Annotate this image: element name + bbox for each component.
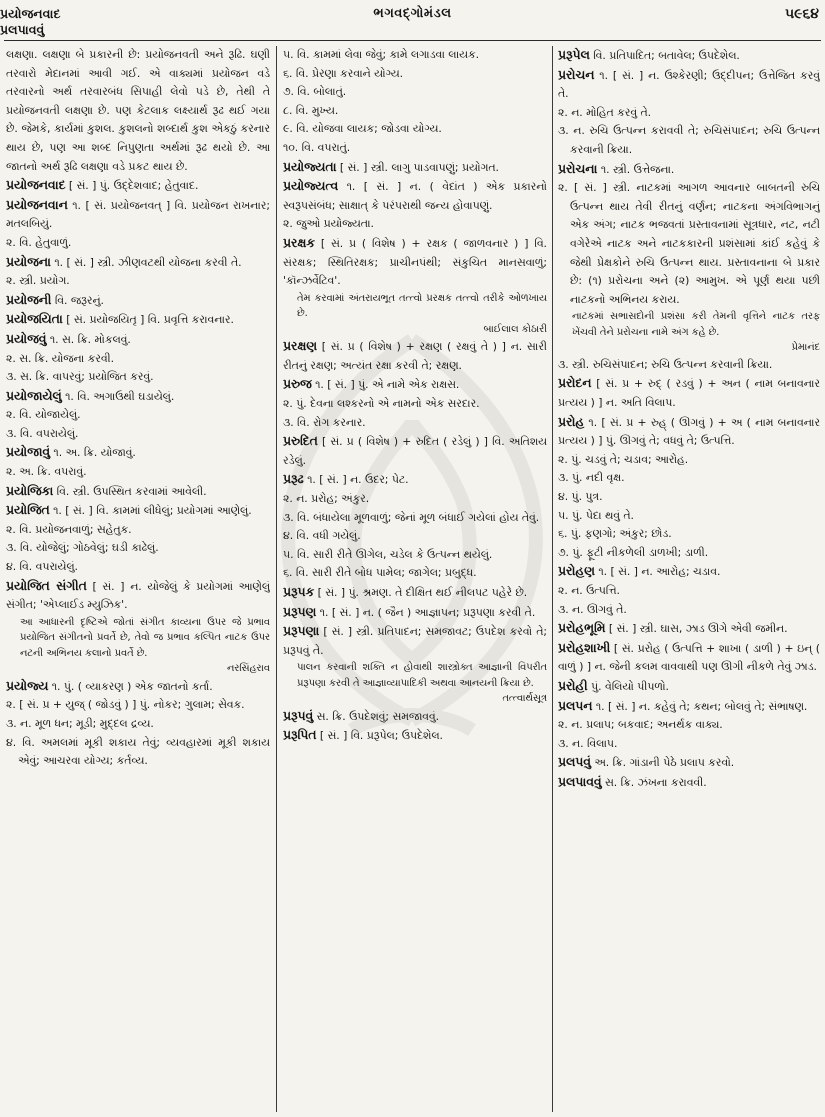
dictionary-entry: [558, 677, 820, 697]
continued-text: લક્ષણા. લક્ષણા બે પ્રકારની છે: પ્રયોજનવતી અને રૂઢિ. ઘણી તરવારો મેદાનમાં આવી ગઈ. એ વાક્યમાં પ્રયોજન વડે તરવારનો અર્થ તરવારબંધ સિપાહી લેવો પડે છે, તેથી તે પ્રયોજનવતી લક્ષણા છે. પણ કેટલાક લક્ષ્યાર્થ રૂઢ થઈ ગયા છે. જેમકે, કાર્યમાં કુશલ. કુશલનો શબ્દાર્થ કુશ એકઠું કરનાર થાય છે, પણ આ શબ્દ નિપુણતા અર્થમાં રૂઢ થયો છે. આ જાતનો અર્થ રૂઢિ લક્ષણા વડે પ્રકટ થાય છે.: [6, 48, 270, 173]
dictionary-entry: [558, 639, 820, 677]
entry-definition: ૧. [ સં. પ્ર + રુહ્ ( ઊગવું ) + અ ( નામ બનાવનાર પ્રત્યય ) ] પું. ઊગવું તે; વધવું તે; ઉત્પત્તિ.: [558, 415, 820, 448]
entry-definition: [ સં. પ્રરોહ ( ઉત્પત્તિ + શાખા ( ડાળી ) + ઇન્ ( વાળું ) ] ન. જેની કલમ વાવવાથી પણ ઊગી નીકળે તેવું ઝાડ.: [558, 641, 820, 674]
entry-definition: ૧. [ સં. ] ન. ( જૈન ) આજ્ઞાપન; પ્રરૂપણા કરવી તે.: [316, 605, 536, 619]
entry-headword: પ્રરુજ: [283, 377, 312, 392]
definition-sense: ૩. વિ. યોજેલું; ગોઠવેલું; ઘડી કાઢેલું.: [6, 541, 159, 555]
definition-sense: ૬. વિ. પ્રેરણા કરવાને યોગ્ય.: [283, 66, 404, 80]
dictionary-entry: [558, 413, 820, 451]
definition-sense: ૨. વિ. પ્રયોજનવાળું; સહેતુક.: [6, 522, 132, 536]
guide-word-last: પ્રલપાવવું: [0, 22, 45, 37]
entry-headword: પ્રલપાવવું: [558, 774, 602, 789]
definition-sense: ૩. ન. વિલાપ.: [558, 736, 618, 750]
column-3: [558, 46, 820, 1112]
definition-sense: ૨. પું. ચડવું તે; ચડાવ; આરોહ.: [558, 452, 689, 466]
definition-sense: ૫. વિ. કામમાં લેવા જેવું; કામે લગાડવા લાયક.: [283, 48, 480, 61]
entry-headword: પ્રરૂપણા: [283, 624, 320, 639]
entry-headword: પ્રરોહભૂમિ: [558, 621, 606, 636]
dictionary-entry: [558, 374, 820, 412]
entry-definition: [ સં. પ્રયોજયિતૃ ] વિ. પ્રવૃત્તિ કરાવનાર.: [62, 313, 234, 327]
dictionary-entry: [6, 196, 270, 234]
definition-sense: ૨. ન. પ્રરોહ; અંકુર.: [283, 491, 370, 505]
dictionary-entry: [6, 577, 270, 615]
dictionary-entry: [6, 443, 270, 463]
definition-sense: ૨. સ. ક્રિ. યોજના કરવી.: [6, 351, 115, 365]
entry-headword: પ્રરક્ષણ: [283, 339, 317, 354]
dictionary-entry: [558, 562, 820, 582]
entry-headword: પ્રરૂપિત: [283, 728, 317, 743]
quote-text: તેમ કરવામાં અંતરાયભૂત તત્ત્વો પ્રરક્ષક તત્ત્વો તરીકે ઓળખાય છે.: [297, 292, 547, 320]
quote-source: નરસિંહરાવ: [226, 663, 270, 675]
entry-headword: પ્રયોજનવાદ: [6, 178, 66, 193]
entry-headword: પ્રરૂપક: [283, 584, 315, 599]
entry-definition: [ સં. પ્ર ( વિશેષ ) + રુદિત ( રડેલું ) ] વિ. અતિશય રડેલું.: [283, 435, 547, 467]
entry-definition: ૧. [ સં. ] ન. ઉશ્કેરણી; ઉદ્દીપન; ઉત્તેજિત કરવું તે.: [558, 68, 820, 101]
definition-sense: ૪. પું. પુત્ર.: [558, 489, 603, 503]
entry-definition: ૧. [ સં. ] સ્ત્રી. ઝીણવટથી યોજના કરવી તે.: [50, 255, 242, 269]
entry-headword: પ્રરૂપણ: [283, 604, 317, 619]
entry-definition: ૧. અ. ક્રિ. યોજાવું.: [50, 446, 136, 460]
entry-headword: પ્રરોચન: [558, 67, 595, 82]
entry-definition: ૧. [ સં. ] ન. ઉદર; પેટ.: [303, 473, 409, 487]
entry-definition: સ. ક્રિ. ઝંખના કરાવવી.: [601, 775, 707, 789]
entry-headword: પ્રરોહશાખી: [558, 640, 611, 655]
dictionary-entry: [558, 697, 820, 717]
entry-definition: વિ. પ્રતિપાદિત; બતાવેલ; ઉપદેશેલ.: [589, 49, 740, 62]
dictionary-entry: [283, 337, 547, 375]
dictionary-entry: [283, 583, 547, 603]
quote-source: પ્રેમાનંદ: [791, 342, 820, 354]
entry-headword: પ્રયોજનવાન: [6, 197, 68, 212]
dictionary-entry: [283, 375, 547, 395]
dictionary-entry: [6, 387, 270, 407]
entry-definition: ૧. [ સં. ] ન. આરોહ; ચડાવ.: [594, 565, 721, 579]
entry-definition: ૧. [ સં. ] પું. એ નામે એક રાક્ષસ.: [311, 378, 460, 392]
dictionary-entry: [283, 622, 547, 660]
entry-definition: [ સં. ] ન. યોજેલું કે પ્રયોગમાં આણેલું સંગીત; 'એપ્લાઈડ મ્યુઝિક'.: [6, 579, 270, 612]
definition-sense: ૩. પું. નદી વૃક્ષ.: [558, 471, 625, 485]
dictionary-title: ભગવદ્ગોમંડલ: [373, 6, 452, 21]
entry-headword: પ્રલપવું: [558, 755, 591, 770]
definition-sense: ૨. ન. પ્રલાપ; બકવાદ; અનર્થક વાક્ય.: [558, 718, 723, 732]
dictionary-entry: [6, 482, 270, 502]
entry-definition: અ. ક્રિ. ગાંડાની પેઠે પ્રલાપ કરવો.: [590, 756, 735, 770]
definition-sense: ૨. વિ. હેતુવાળું.: [6, 235, 72, 249]
entry-headword: પ્રયોજની: [6, 292, 52, 307]
entry-definition: [ સં. ] વિ. પ્રરૂપેલ; ઉપદેશેલ.: [316, 729, 443, 743]
definition-sense: ૨. [ સં. ] સ્ત્રી. નાટકમાં આગળ આવનાર બાબતની રુચિ ઉત્પન્ન થાય તેવી રીતનું વર્ણન; નાટકના અંગવિભાગનું એક અંગ; નાટક ભજવતાં પ્રસ્તાવનામાં સૂત્રધાર, નટ, નટી વગેરેએ નાટક અને નાટકકારની પ્રશંસામાં કાંઈ કહેવું કે જેથી પ્રેક્ષકોને રુચિ ઉત્પન્ન થાય. પ્રસ્તાવનાના બે પ્રકાર છે: (૧) પ્રરોચના અને (૨) આમુખ. એ પૂર્ણ થયા પછી નાટકનો અભિનય કરાય.: [558, 181, 820, 306]
dictionary-entry: [558, 753, 820, 773]
entry-headword: પ્રરોચના: [558, 161, 598, 176]
dictionary-entry: [283, 234, 547, 291]
dictionary-entry: [6, 677, 270, 697]
dictionary-entry: [6, 310, 270, 330]
entry-definition: ૧. [ સં. પ્રયોજનવત્ ] વિ. પ્રયોજન રાખનાર; મતલબિયું.: [6, 198, 270, 231]
citation-quote: [283, 291, 547, 338]
entry-definition: ૧. [ સં. ] વિ. કામમાં લીધેલું; પ્રયોગમાં આણેલું.: [49, 504, 252, 518]
definition-sense: ૩. વિ. રોગ કરનાર.: [283, 415, 366, 429]
page-number: ૫૯૬૪: [784, 6, 819, 22]
guide-word-first: પ્રયોજનવાદ: [0, 6, 61, 21]
entry-headword: પ્રયોજાયેલું: [6, 388, 62, 403]
definition-sense: ૫. પું. પેદા થવું તે.: [558, 508, 634, 522]
entry-headword: પ્રયોજ્યતા: [283, 159, 337, 174]
definition-sense: ૧૦. વિ. વપરાતું.: [283, 140, 351, 154]
entry-headword: પ્રલપન: [558, 698, 593, 713]
dictionary-entry: [283, 432, 547, 470]
dictionary-entry: [283, 726, 547, 746]
entry-definition: ૧. વિ. અગાઉથી ઘડાયેલું.: [61, 389, 175, 403]
definition-sense: ૮. વિ. મુખ્ય.: [283, 103, 339, 117]
definition-sense: ૪. વિ. અમલમાં મૂકી શકાય તેવું; વ્યવહારમાં મૂકી શકાય એવું; આચરવા યોગ્ય; કર્તવ્ય.: [6, 735, 270, 768]
definition-sense: ૩. ન. રુચિ ઉત્પન્ન કરાવવી તે; રુચિસંપાદન; રુચિ ઉત્પન્ન કરવાની ક્રિયા.: [558, 124, 820, 156]
definition-sense: ૨. જુઓ પ્રયોજ્યતા.: [283, 217, 374, 231]
definition-sense: ૩. ન. ઊગવું તે.: [558, 602, 627, 616]
entry-definition: વિ. જરૂરનું.: [51, 293, 104, 307]
column-1: [6, 46, 270, 1112]
definition-sense: ૯. વિ. યોજવા લાયક; જોડવા યોગ્ય.: [283, 122, 442, 136]
citation-quote: [558, 309, 820, 356]
entry-headword: પ્રરોહ: [558, 414, 585, 429]
dictionary-entry: [6, 291, 270, 311]
entry-headword: પ્રયોજયિતા: [6, 312, 63, 327]
entry-headword: પ્રયોજ્યત્વ: [283, 179, 339, 194]
dictionary-entry: [558, 160, 820, 180]
entry-definition: ૧. સ. ક્રિ. મોકલવું.: [46, 332, 131, 346]
entry-headword: પ્રરોહણ: [558, 564, 595, 579]
entry-headword: પ્રયોજિત: [6, 503, 50, 518]
entry-definition: [ સં. ] સ્ત્રી. પ્રતિપાદન; સમજાવટ; ઉપદેશ કરવો તે; પ્રરૂપવું તે.: [283, 625, 547, 657]
entry-definition: [ સં. પ્ર ( વિશેષ ) + રક્ષક ( જાળવનાર ) ] વિ. સંરક્ષક; સ્થિતિરક્ષક; પ્રાચીનપંથી; સંકુચિત માનસવાળું; 'કૉન્ઝર્વેટિવ'.: [283, 236, 547, 288]
entry-headword: પ્રયોજ્ય: [6, 678, 49, 693]
definition-sense: ૨. વિ. યોજાયેલું.: [6, 408, 81, 422]
definition-sense: ૩. સ. ક્રિ. વાપરવું; પ્રયોજિત કરવું.: [6, 370, 154, 384]
entry-definition: [ સં. પ્ર ( વિશેષ ) + રક્ષણ ( રક્ષવું તે ) ] ન. સારી રીતનું રક્ષણ; અત્યંત રક્ષા કરવી તે; રક્ષણ.: [283, 340, 547, 372]
entry-definition: વિ. સ્ત્રી. ઉપસ્થિત કરવામાં આવેલી.: [53, 484, 207, 498]
definition-sense: ૭. પું. ફૂટી નીકળેલી ડાળખી; ડાળી.: [558, 545, 709, 559]
definition-sense: ૩. ન. મૂળ ધન; મૂડી; મુદ્દલ દ્રવ્ય.: [6, 717, 154, 730]
definition-sense: ૨. ન. મોહિત કરવું તે.: [558, 105, 652, 119]
dictionary-entry: [283, 177, 547, 215]
column-2: [283, 46, 547, 1112]
definition-sense: ૨. અ. ક્રિ. વપરાવું.: [6, 465, 87, 479]
dictionary-entry: [6, 253, 270, 273]
entry-definition: ૧. પું. ( વ્યાકરણ ) એક જાતનો કર્તા.: [48, 679, 213, 693]
column-divider: [276, 46, 277, 1112]
entry-definition: [ સં. ] પું. શ્રમણ. તે દીક્ષિત થઈ નીલપટ પહેરે છે.: [314, 585, 528, 599]
definition-sense: ૩. વિ. વપરાયેલું.: [6, 426, 79, 440]
definition-sense: ૨. [ સં. પ્ર + યુજ્ ( જોડવું ) ] પું. નોકર; ગુલામ; સેવક.: [6, 698, 245, 712]
quote-text: આ આધારની દૃષ્ટિએ જોતાં સંગીત કાવ્યના ઉપર જે પ્રભાવ પ્રયોજિત સંગીતનો પ્રવર્તે છે, તેવો જ પ્રભાવ કલ્પિત નાટક ઉપર નટની અભિનય કલાનો પ્રવર્તે છે.: [20, 616, 270, 659]
citation-quote: [6, 615, 270, 677]
entry-headword: પ્રયોજિકા: [6, 483, 54, 498]
definition-sense: ૫. વિ. સારી રીતે ઊગેલ, ચડેલ કે ઉત્પન્ન થયેલું.: [283, 547, 493, 561]
quote-source: તત્ત્વાર્થસૂત્ર: [502, 693, 547, 705]
dictionary-entry: [283, 158, 547, 178]
entry-headword: પ્રરોદન: [558, 376, 592, 391]
entry-definition: ૧. સ્ત્રી. ઉત્તેજના.: [597, 162, 675, 176]
entry-headword: પ્રરૂપવું: [283, 708, 314, 723]
dictionary-entry: [558, 66, 820, 104]
entry-headword: પ્રરોહી: [558, 678, 588, 693]
dictionary-entry: [558, 773, 820, 793]
entry-headword: પ્રયોજિત સંગીત: [6, 578, 87, 593]
entry-headword: પ્રરૂપેલ: [558, 48, 590, 62]
entry-definition: ૧. [ સં. ] ન. કહેવું તે; કથન; બોલવું તે; સંભાષણ.: [592, 699, 808, 713]
quote-source: બાઈલાલ કોઠારી: [483, 323, 547, 335]
entry-definition: [ સં. પ્ર + રુદ્ ( રડવું ) + અન ( નામ બનાવનાર પ્રત્યય ) ] ન. અતિ વિલાપ.: [558, 377, 820, 409]
definition-sense: ૩. સ્ત્રી. રુચિસંપાદન; રુચિ ઉત્પન્ન કરવાની ક્રિયા.: [558, 357, 773, 371]
definition-sense: ૩. વિ. બંધાયેલા મૂળવાળું; જેનાં મૂળ બંધાઈ ગયેલાં હોય તેવું.: [283, 510, 540, 524]
definition-sense: ૬. પું. ફણગો; અંકુર; છોડ.: [558, 527, 672, 541]
entry-headword: પ્રરક્ષક: [283, 235, 315, 250]
entry-headword: પ્રયોજવું: [6, 331, 47, 346]
quote-text: પાલન કરવાની શક્તિ ન હોવાથી શાસ્ત્રોક્ત આજ્ઞાની વિપરીત પ્રરૂપણા કરવી તે આજ્ઞાવ્યાપાદિકી અથવા આનયની ક્રિયા છે.: [297, 662, 547, 689]
dictionary-entry: [283, 603, 547, 623]
definition-sense: ૬. વિ. સારી રીતે બોધ પામેલ; જાગેલ; પ્રબુદ્ધ.: [283, 566, 477, 580]
column-divider: [552, 46, 553, 1112]
definition-sense: ૭. વિ. બોલાતું.: [283, 85, 347, 99]
entry-definition: પું. વેલિયો પીપળો.: [587, 679, 669, 693]
dictionary-entry: [6, 176, 270, 196]
definition-sense: ૨. ન. ઉત્પત્તિ.: [558, 583, 620, 597]
dictionary-entry: [6, 330, 270, 350]
entry-headword: પ્રયોજના: [6, 254, 51, 269]
entry-headword: પ્રયોજાવું: [6, 445, 50, 460]
entry-headword: પ્રરૂઢ: [283, 472, 304, 487]
entry-definition: સ. ક્રિ. ઉપદેશવું; સમજાવવું.: [313, 709, 440, 723]
entry-headword: પ્રરુદિત: [283, 434, 318, 449]
citation-quote: [283, 660, 547, 707]
dictionary-entry: [558, 46, 820, 66]
dictionary-entry: [6, 501, 270, 521]
definition-sense: ૨. પું. દેવના લશ્કરનો એ નામનો એક સરદાર.: [283, 397, 480, 410]
entry-definition: [ સં. ] સ્ત્રી. લાગુ પાડવાપણું; પ્રયોગત.: [336, 160, 499, 174]
header-rule: [4, 40, 821, 41]
definition-sense: ૪. વિ. વપરાયેલું.: [6, 560, 78, 574]
entry-definition: [ સં. ] સ્ત્રી. ઘાસ, ઝાડ ઊગે એવી જમીન.: [605, 622, 788, 636]
entry-definition: [ સં. ] પું. ઉદ્દેશવાદ; હેતુવાદ.: [65, 179, 199, 193]
entry-definition: ૧. [ સં. ] ન. ( વેદાંત ) એક પ્રકારનો સ્વરૂપસંબંધ; સાક્ષાત્ કે પરંપરાથી જન્ય હોવાપણું.: [283, 180, 547, 212]
dictionary-entry: [283, 470, 547, 490]
dictionary-entry: [558, 619, 820, 639]
quote-text: નાટકમાં સભાસદોની પ્રશંસા કરી તેમની વૃત્તિને નાટક તરફ ખેંચવી તેને પ્રરોચના નામે અંગ કહે છે.: [572, 311, 820, 338]
dictionary-entry: [283, 707, 547, 727]
definition-sense: ૨. સ્ત્રી. પ્રયોગ.: [6, 274, 70, 288]
definition-sense: ૪. વિ. વધી ગયેલું.: [283, 529, 361, 543]
